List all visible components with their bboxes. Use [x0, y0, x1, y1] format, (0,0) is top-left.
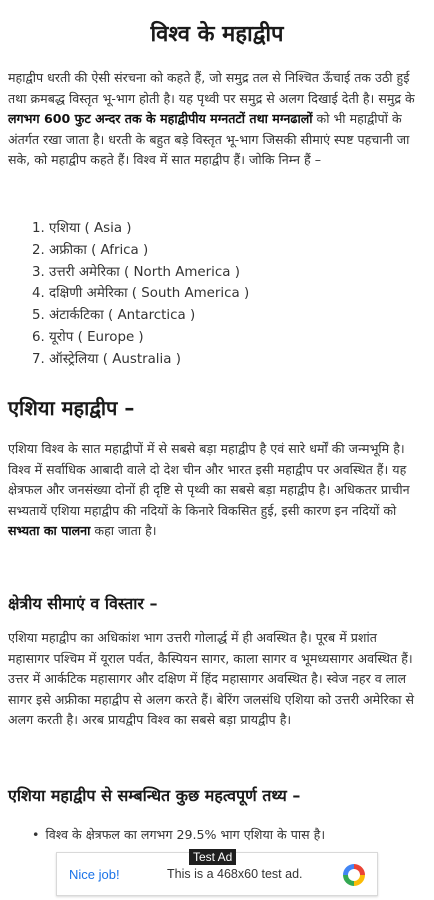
intro-paragraph [8, 68, 420, 171]
intro-bold-text: लगभग 600 फुट अन्दर तक के महाद्वीपीय मग्नतटों तथा मग्नढालों [8, 111, 313, 127]
list-item: 3. उत्तरी अमेरिका ( North America ) [32, 264, 240, 280]
intro-text-2: को भी महाद्वीपों के अंतर्गत रखा जाता है। धरती के बहुत बड़े विस्तृत भू-भाग जिसकी सीमाएं स्पष्ट पहचानी जा सके, को महाद्वीप कहते हैं। विश्व में सात महाद्वीप हैं। जोकि निम्न हैं – [8, 111, 410, 168]
continent-list [32, 218, 249, 371]
page-title: विश्व के महाद्वीप [150, 22, 284, 47]
boundary-heading: क्षेत्रीय सीमाएं व विस्तार – [8, 594, 158, 613]
asia-heading: एशिया महाद्वीप – [8, 396, 135, 420]
adchoices-logo-icon[interactable] [343, 864, 365, 886]
facts-list-item: • विश्व के क्षेत्रफल का लगभग 29.5% भाग एशिया के पास है। [32, 826, 325, 843]
intro-text-1: महाद्वीप धरती की ऐसी संरचना को कहते हैं, जो समुद्र तल से निश्चित ऊँचाई तक उठी हुई तथा क्रमबद्ध विस्तृत भू-भाग होती है। यह पृथ्वी पर समुद्र से अलग दिखाई देती है। समुद्र के [8, 70, 415, 106]
asia-text-2: कहा जाता है। [90, 523, 157, 539]
ad-badge: Test Ad [189, 849, 236, 865]
asia-paragraph [8, 439, 420, 542]
list-item: 6. यूरोप ( Europe ) [32, 329, 144, 345]
facts-heading: एशिया महाद्वीप से सम्बन्धित कुछ महत्वपूर्ण तथ्य – [8, 786, 301, 805]
list-item: 1. एशिया ( Asia ) [32, 221, 132, 236]
list-item: 2. अफ्रीका ( Africa ) [32, 242, 149, 258]
asia-text-1: एशिया विश्व के सात महाद्वीपों में से सबसे बड़ा महाद्वीप है एवं सारे धर्मों की जन्मभूमि है। विश्व में सर्वाधिक आबादी वाले दो देश चीन और भारत इसी महाद्वीप पर अवस्थित हैं। यह क्षेत्रफल और जनसंख्या दोनों ही दृष्टि से पृथ्वी का सबसे बड़ा महाद्वीप है। अधिकतर प्राचीन सभ्यतायें एशिया महाद्वीप की नदियों के किनारे विकसित हुई, इसी कारण इन नदियों को [8, 441, 410, 518]
asia-bold-text: सभ्यता का पालना [8, 523, 91, 539]
ad-middle-text[interactable]: This is a 468x60 test ad. [167, 867, 303, 881]
ad-left-text[interactable]: Nice job! [69, 867, 120, 882]
list-item: 4. दक्षिणी अमेरिका ( South America ) [32, 286, 250, 302]
boundary-paragraph: एशिया महाद्वीप का अधिकांश भाग उत्तरी गोलार्द्ध में ही अवस्थित है। पूरब में प्रशांत महासागर पश्चिम में यूराल पर्वत, कैस्पियन सागर, काला सागर व भूमध्यसागर अवस्थित हैं। उत्तर में आर्कटिक महासागर और दक्षिण में हिंद महासागर अवस्थित है। स्वेज नहर व लाल सागर इसे अफ्रीका महाद्वीप से अलग करते हैं। बेरिंग जलसंधि एशिया को उत्तरी अमेरिका से अलग करती है। अरब प्रायद्वीप विश्व का सबसे बड़ा प्रायद्वीप है। [8, 630, 415, 728]
list-item: 7. ऑस्ट्रेलिया ( Australia ) [32, 351, 181, 367]
test-ad-banner[interactable] [56, 852, 378, 896]
list-item: 5. अंटार्कटिका ( Antarctica ) [32, 308, 196, 324]
